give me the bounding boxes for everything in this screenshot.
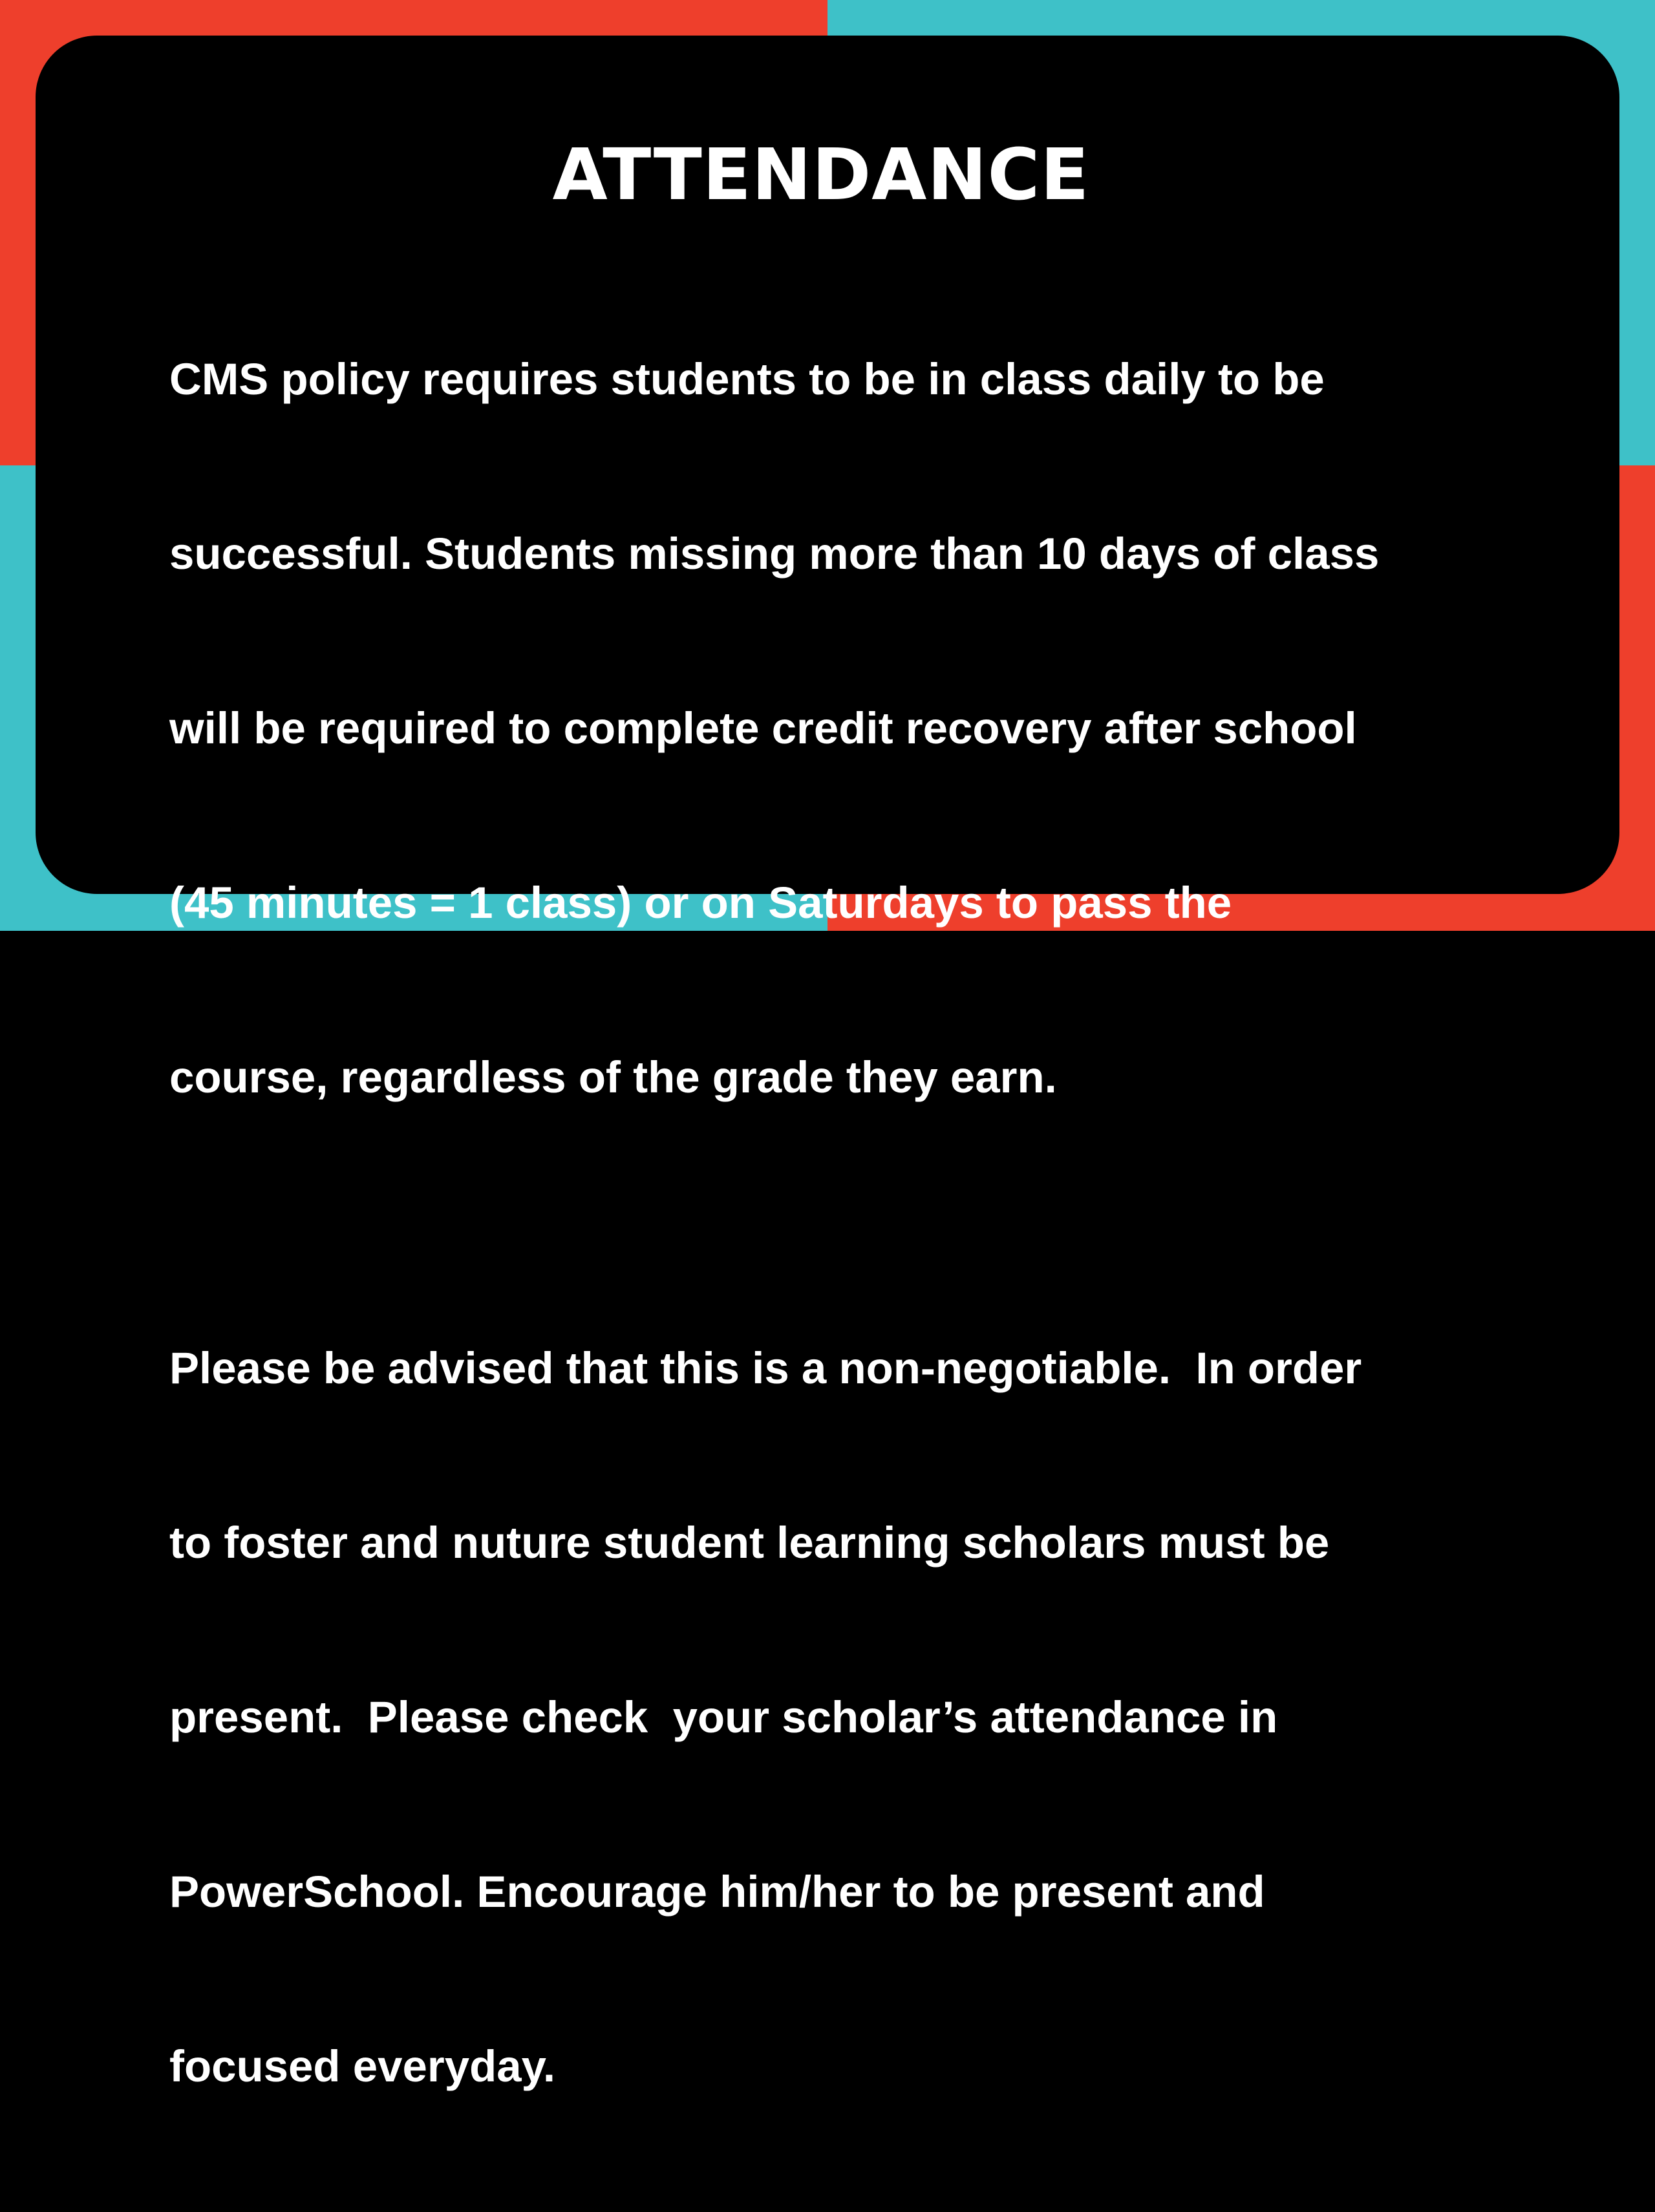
paragraph-line: will be required to complete credit recovery after school	[169, 703, 1357, 753]
slide-title: ATTENDANCE	[552, 133, 1090, 216]
paragraph-line: (45 minutes = 1 class) or on Saturdays to pass the	[169, 878, 1232, 928]
paragraph-line: CMS policy requires students to be in class daily to be	[169, 354, 1325, 404]
paragraph-line: to foster and nuture student learning scholars must be	[169, 1518, 1330, 1568]
paragraph-line: present. Please check your scholar’s attendance in	[169, 1692, 1278, 1742]
paragraph-line: successful. Students missing more than 10 days of class	[169, 529, 1380, 579]
slide-body	[169, 234, 1540, 2212]
paragraph-line: course, regardless of the grade they earn.	[169, 1052, 1057, 1102]
paragraph-line: PowerSchool. Encourage him/her to be present and	[169, 1867, 1265, 1917]
advisory-paragraph	[169, 1223, 1540, 2212]
paragraph-line: focused everyday.	[169, 2041, 556, 2091]
paragraph-line: Please be advised that this is a non-negotiable. In order	[169, 1343, 1362, 1393]
policy-paragraph	[169, 234, 1540, 1223]
